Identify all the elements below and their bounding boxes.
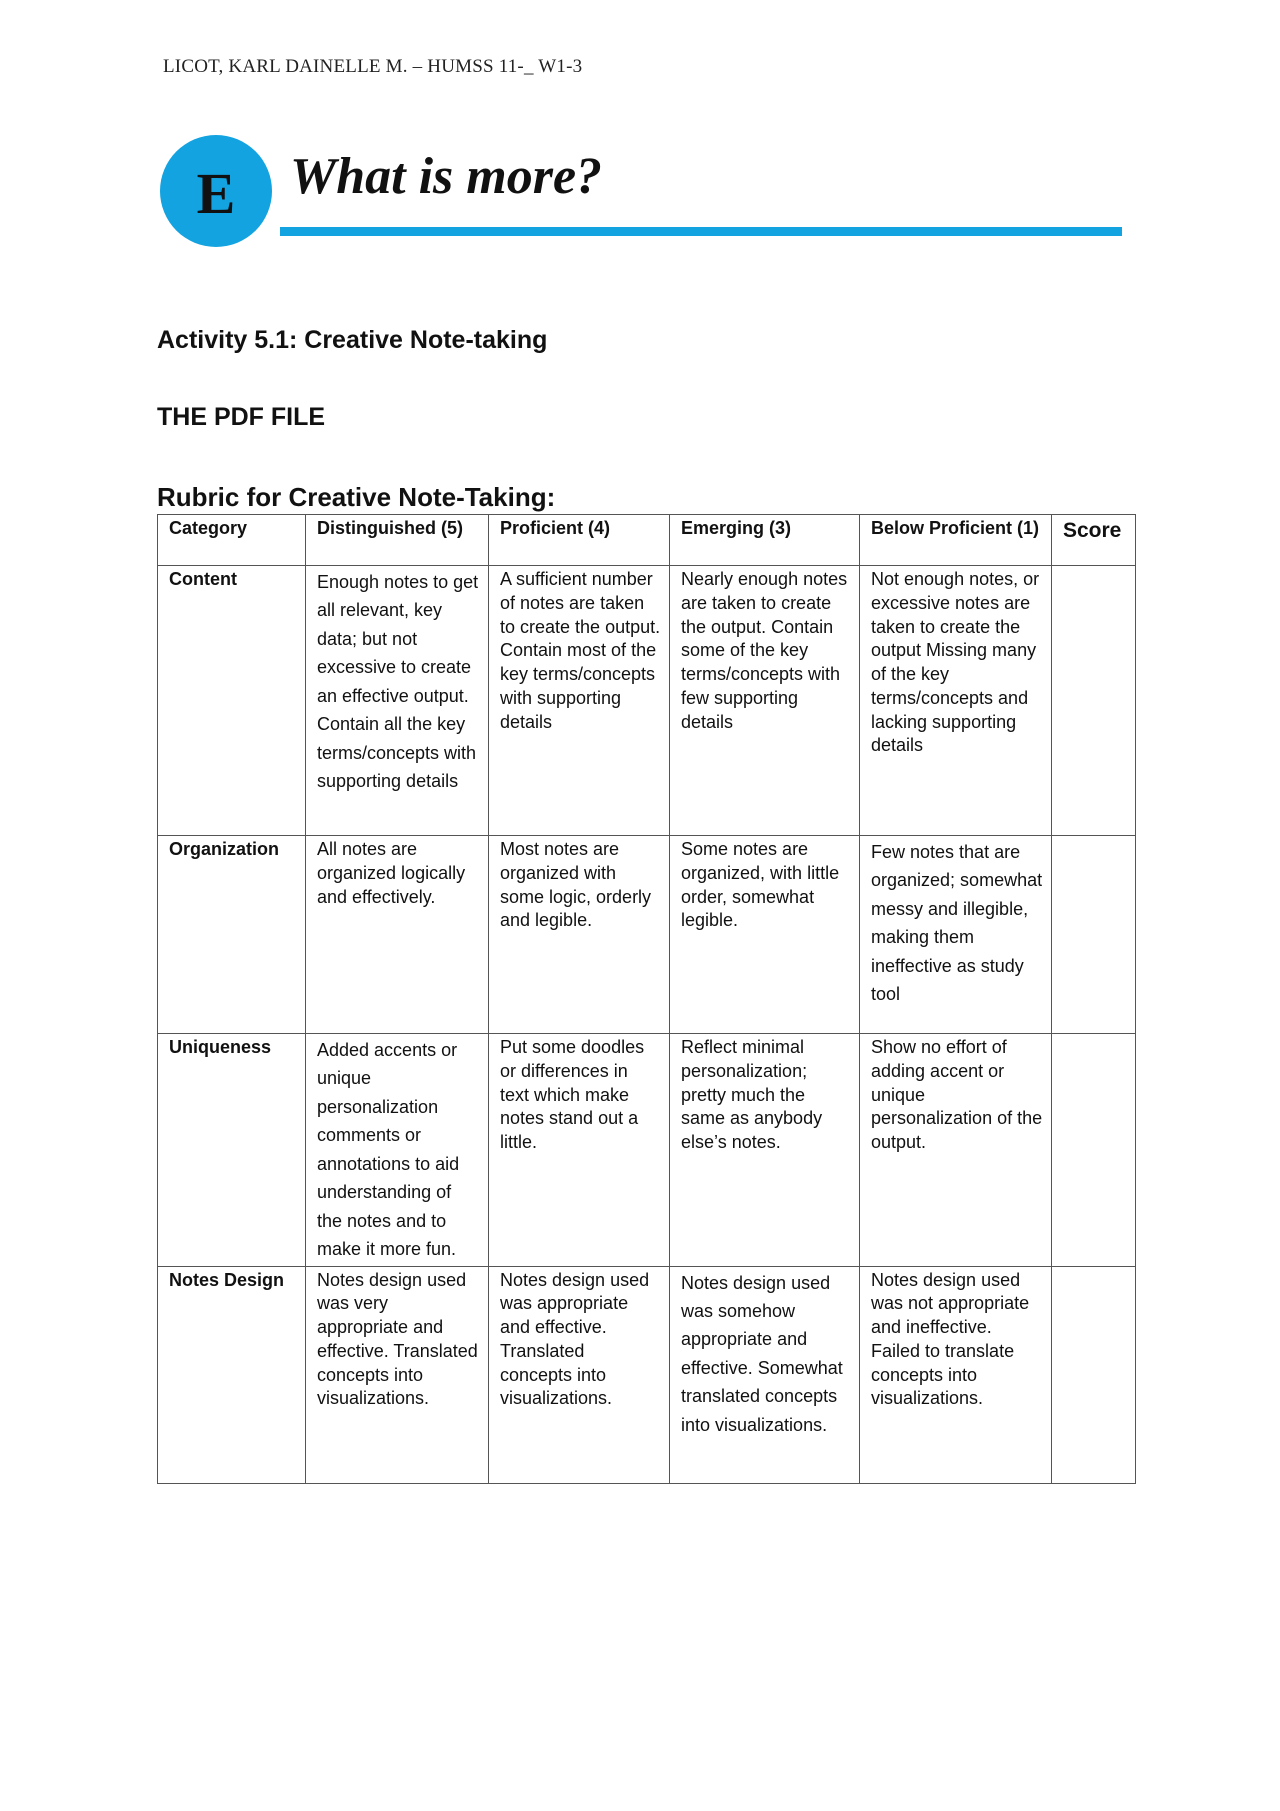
rubric-title: Rubric for Creative Note-Taking: [157, 482, 556, 512]
column-header-emerging: Emerging (3) [670, 515, 860, 566]
section-title: What is more? [290, 148, 603, 205]
pdf-file-label: THE PDF FILE [157, 403, 326, 431]
activity-title: Activity 5.1: Creative Note-taking [157, 326, 548, 354]
student-header: LICOT, KARL DAINELLE M. – HUMSS 11-_ W1-3 [163, 56, 583, 77]
category-cell: Notes Design [158, 1266, 306, 1483]
score-cell [1052, 566, 1136, 836]
proficient-cell: Most notes are organized with some logic, orderly and legible. [489, 836, 670, 1034]
proficient-cell: Notes design used was appropriate and effective. Translated concepts into visualizations. [489, 1266, 670, 1483]
score-cell [1052, 836, 1136, 1034]
proficient-cell: A sufficient number of notes are taken to create the output. Contain most of the key terms/concepts with supporting details [489, 566, 670, 836]
below-proficient-cell: Not enough notes, or excessive notes are taken to create the output Missing many of the key terms/concepts and lacking supporting details [860, 566, 1052, 836]
table-row [158, 1266, 1136, 1483]
distinguished-cell: Enough notes to get all relevant, key data; but not excessive to create an effective output. Contain all the key terms/concepts with supporting details [306, 566, 489, 836]
below-proficient-cell: Show no effort of adding accent or unique personalization of the output. [860, 1034, 1052, 1267]
table-row [158, 1034, 1136, 1267]
below-proficient-cell: Notes design used was not appropriate and ineffective. Failed to translate concepts into visualizations. [860, 1266, 1052, 1483]
emerging-cell: Notes design used was somehow appropriate and effective. Somewhat translated concepts into visualizations. [670, 1266, 860, 1483]
distinguished-cell: Notes design used was very appropriate and effective. Translated concepts into visualizations. [306, 1266, 489, 1483]
emerging-cell: Nearly enough notes are taken to create the output. Contain some of the key terms/concepts with few supporting details [670, 566, 860, 836]
column-header-category: Category [158, 515, 306, 566]
section-badge [160, 135, 272, 247]
score-cell [1052, 1266, 1136, 1483]
column-header-score: Score [1052, 515, 1136, 566]
title-underline [280, 227, 1122, 236]
category-cell: Content [158, 566, 306, 836]
emerging-cell: Reflect minimal personalization; pretty much the same as anybody else’s notes. [670, 1034, 860, 1267]
table-row [158, 566, 1136, 836]
emerging-cell: Some notes are organized, with little order, somewhat legible. [670, 836, 860, 1034]
distinguished-cell: All notes are organized logically and effectively. [306, 836, 489, 1034]
category-cell: Uniqueness [158, 1034, 306, 1267]
column-header-distinguished: Distinguished (5) [306, 515, 489, 566]
table-header-row [158, 515, 1136, 566]
column-header-below-proficient: Below Proficient (1) [860, 515, 1052, 566]
below-proficient-cell: Few notes that are organized; somewhat messy and illegible, making them ineffective as study tool [860, 836, 1052, 1034]
section-letter: E [196, 161, 236, 226]
proficient-cell: Put some doodles or differences in text which make notes stand out a little. [489, 1034, 670, 1267]
distinguished-cell: Added accents or unique personalization comments or annotations to aid understanding of the notes and to make it more fun. [306, 1034, 489, 1267]
rubric-table [157, 514, 1136, 1484]
category-cell: Organization [158, 836, 306, 1034]
table-row [158, 836, 1136, 1034]
score-cell [1052, 1034, 1136, 1267]
column-header-proficient: Proficient (4) [489, 515, 670, 566]
